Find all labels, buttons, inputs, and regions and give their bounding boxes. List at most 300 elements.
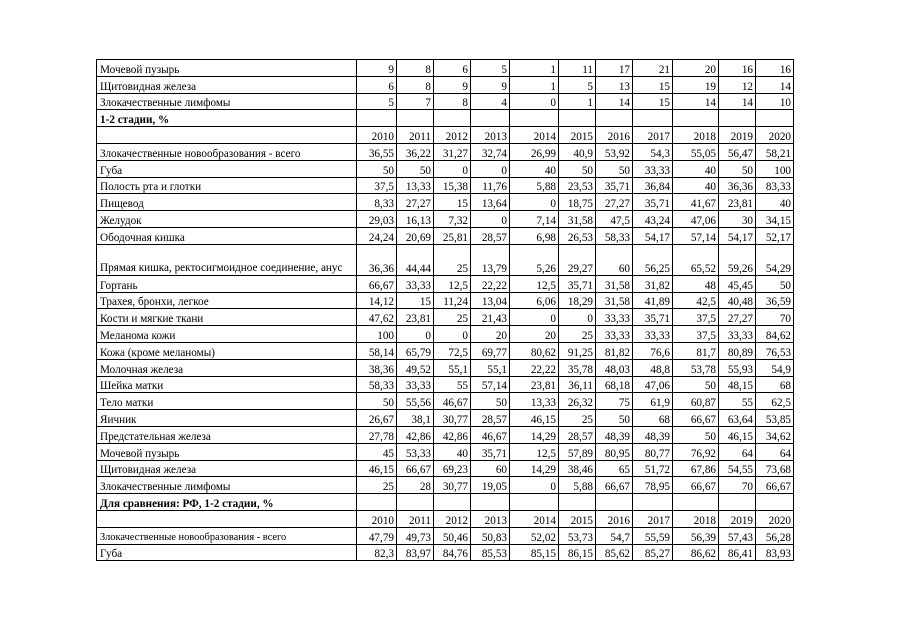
table-cell: 54,29 xyxy=(756,244,794,275)
row-label: Тело матки xyxy=(97,393,357,410)
table-cell: 15 xyxy=(633,93,673,110)
table-cell: 53,73 xyxy=(559,527,596,544)
empty-cell xyxy=(97,510,357,527)
table-cell: 48,8 xyxy=(633,359,673,376)
table-cell: 14 xyxy=(596,93,633,110)
table-cell: 19,05 xyxy=(471,477,510,494)
table-cell: 64 xyxy=(719,443,756,460)
table-cell: 5 xyxy=(559,76,596,93)
table-cell: 38,1 xyxy=(397,410,434,427)
table-cell: 68 xyxy=(633,410,673,427)
table-cell: 12 xyxy=(719,76,756,93)
year-header: 2013 xyxy=(471,510,510,527)
empty-cell xyxy=(357,110,397,127)
table-cell: 15,38 xyxy=(434,177,471,194)
table-cell: 25 xyxy=(559,410,596,427)
table-cell: 26,99 xyxy=(510,143,559,160)
table-cell: 35,71 xyxy=(596,177,633,194)
table-cell: 80,89 xyxy=(719,342,756,359)
table-cell: 48,03 xyxy=(596,359,633,376)
table-cell: 43,24 xyxy=(633,211,673,228)
table-cell: 37,5 xyxy=(357,177,397,194)
row-label: Губа xyxy=(97,544,357,561)
table-cell: 54,17 xyxy=(633,227,673,244)
row-label: Злокачественные лимфомы xyxy=(97,477,357,494)
table-cell: 28,57 xyxy=(471,410,510,427)
table-cell: 91,25 xyxy=(559,342,596,359)
table-cell: 60,87 xyxy=(673,393,719,410)
row-label: Молочная железа xyxy=(97,359,357,376)
table-cell: 7,32 xyxy=(434,211,471,228)
table-cell: 50 xyxy=(756,275,794,292)
table-cell: 55,05 xyxy=(673,143,719,160)
table-cell: 50 xyxy=(397,160,434,177)
table-cell: 50 xyxy=(719,160,756,177)
table-cell: 46,15 xyxy=(357,460,397,477)
row-label: Предстательная железа xyxy=(97,426,357,443)
table-cell: 31,27 xyxy=(434,143,471,160)
table-cell: 20 xyxy=(673,60,719,77)
row-label: Шейка матки xyxy=(97,376,357,393)
row-label: Желудок xyxy=(97,211,357,228)
table-cell: 53,33 xyxy=(397,443,434,460)
table-cell: 72,5 xyxy=(434,342,471,359)
row-label: Щитовидная железа xyxy=(97,76,357,93)
table-cell: 22,22 xyxy=(510,359,559,376)
table-cell: 56,47 xyxy=(719,143,756,160)
table-cell: 85,15 xyxy=(510,544,559,561)
table-cell: 38,36 xyxy=(357,359,397,376)
table-cell: 50 xyxy=(596,410,633,427)
table-row xyxy=(97,227,794,244)
table-cell: 46,67 xyxy=(471,426,510,443)
table-cell: 47,06 xyxy=(673,211,719,228)
table-row xyxy=(97,376,794,393)
table-cell: 9 xyxy=(434,76,471,93)
table-cell: 20,69 xyxy=(397,227,434,244)
table-cell: 65 xyxy=(596,460,633,477)
table-cell: 49,73 xyxy=(397,527,434,544)
table-cell: 50 xyxy=(673,426,719,443)
table-cell: 56,25 xyxy=(633,244,673,275)
table-cell: 29,03 xyxy=(357,211,397,228)
table-row xyxy=(97,342,794,359)
empty-cell xyxy=(559,494,596,511)
table-cell: 50 xyxy=(559,160,596,177)
table-cell: 1 xyxy=(510,76,559,93)
table-cell: 15 xyxy=(633,76,673,93)
table-cell: 59,26 xyxy=(719,244,756,275)
table-cell: 27,27 xyxy=(596,194,633,211)
empty-cell xyxy=(719,110,756,127)
table-row xyxy=(97,275,794,292)
table-cell: 11,24 xyxy=(434,292,471,309)
table-cell: 42,86 xyxy=(397,426,434,443)
year-header: 2019 xyxy=(719,127,756,144)
year-header: 2012 xyxy=(434,127,471,144)
table-cell: 66,67 xyxy=(673,477,719,494)
table-cell: 35,71 xyxy=(471,443,510,460)
row-label: Гортань xyxy=(97,275,357,292)
table-cell: 70 xyxy=(756,309,794,326)
table-cell: 0 xyxy=(510,309,559,326)
table-cell: 37,5 xyxy=(673,326,719,343)
table-cell: 69,77 xyxy=(471,342,510,359)
table-row xyxy=(97,393,794,410)
table-cell: 0 xyxy=(471,160,510,177)
table-cell: 10 xyxy=(756,93,794,110)
table-cell: 13,04 xyxy=(471,292,510,309)
table-cell: 66,67 xyxy=(673,410,719,427)
table-row xyxy=(97,143,794,160)
table-cell: 42,5 xyxy=(673,292,719,309)
year-header: 2010 xyxy=(357,510,397,527)
row-label: Мочевой пузырь xyxy=(97,443,357,460)
table-cell: 53,85 xyxy=(756,410,794,427)
year-header-row xyxy=(97,127,794,144)
row-label: Трахея, бронхи, легкое xyxy=(97,292,357,309)
row-label: Губа xyxy=(97,160,357,177)
table-cell: 5,88 xyxy=(510,177,559,194)
table-cell: 8 xyxy=(397,60,434,77)
table-cell: 34,62 xyxy=(756,426,794,443)
table-cell: 23,53 xyxy=(559,177,596,194)
table-cell: 62,5 xyxy=(756,393,794,410)
table-cell: 47,62 xyxy=(357,309,397,326)
year-header: 2016 xyxy=(596,127,633,144)
table-cell: 35,71 xyxy=(559,275,596,292)
table-cell: 6,98 xyxy=(510,227,559,244)
year-header: 2019 xyxy=(719,510,756,527)
row-label: Меланома кожи xyxy=(97,326,357,343)
table-cell: 24,24 xyxy=(357,227,397,244)
table-cell: 48,15 xyxy=(719,376,756,393)
table-cell: 83,97 xyxy=(397,544,434,561)
table-cell: 42,86 xyxy=(434,426,471,443)
table-cell: 12,5 xyxy=(510,443,559,460)
year-header: 2013 xyxy=(471,127,510,144)
table-cell: 50,46 xyxy=(434,527,471,544)
table-cell: 6,06 xyxy=(510,292,559,309)
table-cell: 25,81 xyxy=(434,227,471,244)
table-cell: 57,14 xyxy=(673,227,719,244)
table-cell: 26,32 xyxy=(559,393,596,410)
table-cell: 37,5 xyxy=(673,309,719,326)
table-cell: 8,33 xyxy=(357,194,397,211)
table-cell: 9 xyxy=(471,76,510,93)
year-header: 2020 xyxy=(756,127,794,144)
table-cell: 61,9 xyxy=(633,393,673,410)
table-cell: 0 xyxy=(434,160,471,177)
table-cell: 16 xyxy=(756,60,794,77)
table-cell: 50 xyxy=(673,376,719,393)
table-cell: 0 xyxy=(434,326,471,343)
table-cell: 35,71 xyxy=(633,194,673,211)
table-cell: 31,58 xyxy=(559,211,596,228)
table-cell: 46,67 xyxy=(434,393,471,410)
row-label: Яичник xyxy=(97,410,357,427)
table-cell: 32,74 xyxy=(471,143,510,160)
empty-cell xyxy=(633,494,673,511)
table-row xyxy=(97,426,794,443)
table-cell: 36,84 xyxy=(633,177,673,194)
table-cell: 18,29 xyxy=(559,292,596,309)
year-header: 2015 xyxy=(559,127,596,144)
table-cell: 13 xyxy=(596,76,633,93)
table-cell: 76,92 xyxy=(673,443,719,460)
table-cell: 84,76 xyxy=(434,544,471,561)
table-row xyxy=(97,443,794,460)
table-cell: 54,9 xyxy=(756,359,794,376)
table-cell: 83,93 xyxy=(756,544,794,561)
empty-cell xyxy=(397,494,434,511)
row-label: Злокачественные лимфомы xyxy=(97,93,357,110)
table-cell: 86,62 xyxy=(673,544,719,561)
table-cell: 55,56 xyxy=(397,393,434,410)
table-cell: 22,22 xyxy=(471,275,510,292)
table-cell: 85,53 xyxy=(471,544,510,561)
table-cell: 0 xyxy=(397,326,434,343)
table-cell: 4 xyxy=(471,93,510,110)
empty-cell xyxy=(434,494,471,511)
table-cell: 55 xyxy=(719,393,756,410)
table-cell: 14 xyxy=(756,76,794,93)
table-cell: 47,79 xyxy=(357,527,397,544)
table-cell: 55 xyxy=(434,376,471,393)
table-cell: 86,15 xyxy=(559,544,596,561)
table-cell: 66,67 xyxy=(397,460,434,477)
table-cell: 14,12 xyxy=(357,292,397,309)
table-cell: 36,36 xyxy=(357,244,397,275)
empty-cell xyxy=(510,494,559,511)
table-cell: 25 xyxy=(434,244,471,275)
table-cell: 34,15 xyxy=(756,211,794,228)
table-cell: 54,55 xyxy=(719,460,756,477)
table-cell: 35,71 xyxy=(633,309,673,326)
table-cell: 67,86 xyxy=(673,460,719,477)
row-label: Щитовидная железа xyxy=(97,460,357,477)
table-cell: 5,88 xyxy=(559,477,596,494)
table-cell: 57,89 xyxy=(559,443,596,460)
table-cell: 40 xyxy=(510,160,559,177)
table-cell: 29,27 xyxy=(559,244,596,275)
table-cell: 40 xyxy=(673,177,719,194)
table-cell: 33,33 xyxy=(397,275,434,292)
table-cell: 56,28 xyxy=(756,527,794,544)
table-cell: 33,33 xyxy=(633,160,673,177)
empty-cell xyxy=(596,494,633,511)
table-cell: 30 xyxy=(719,211,756,228)
table-cell: 76,6 xyxy=(633,342,673,359)
table-cell: 23,81 xyxy=(397,309,434,326)
table-cell: 18,75 xyxy=(559,194,596,211)
table-cell: 27,27 xyxy=(719,309,756,326)
year-header: 2015 xyxy=(559,510,596,527)
table-cell: 33,33 xyxy=(719,326,756,343)
table-cell: 49,52 xyxy=(397,359,434,376)
table-cell: 85,27 xyxy=(633,544,673,561)
table-cell: 50 xyxy=(357,160,397,177)
statistics-table xyxy=(96,59,794,561)
empty-cell xyxy=(673,494,719,511)
table-cell: 51,72 xyxy=(633,460,673,477)
table-cell: 38,46 xyxy=(559,460,596,477)
table-cell: 19 xyxy=(673,76,719,93)
table-cell: 100 xyxy=(756,160,794,177)
empty-cell xyxy=(633,110,673,127)
table-row xyxy=(97,194,794,211)
table-cell: 70 xyxy=(719,477,756,494)
table-cell: 33,33 xyxy=(596,326,633,343)
table-cell: 1 xyxy=(510,60,559,77)
table-cell: 31,82 xyxy=(633,275,673,292)
table-cell: 28,57 xyxy=(559,426,596,443)
table-cell: 36,36 xyxy=(719,177,756,194)
empty-cell xyxy=(471,494,510,511)
section-title-row xyxy=(97,494,794,511)
table-cell: 25 xyxy=(357,477,397,494)
table-cell: 20 xyxy=(471,326,510,343)
table-cell: 20 xyxy=(510,326,559,343)
table-cell: 5 xyxy=(357,93,397,110)
table-cell: 0 xyxy=(510,477,559,494)
row-label: Прямая кишка, ректосигмоидное соединение, анус xyxy=(97,244,357,275)
table-row xyxy=(97,244,794,275)
table-cell: 86,41 xyxy=(719,544,756,561)
table-cell: 26,67 xyxy=(357,410,397,427)
table-cell: 36,22 xyxy=(397,143,434,160)
table-cell: 68,18 xyxy=(596,376,633,393)
table-cell: 76,53 xyxy=(756,342,794,359)
table-row xyxy=(97,410,794,427)
table-row xyxy=(97,460,794,477)
table-cell: 52,02 xyxy=(510,527,559,544)
table-cell: 33,33 xyxy=(633,326,673,343)
table-cell: 23,81 xyxy=(510,376,559,393)
table-row xyxy=(97,292,794,309)
table-cell: 27,78 xyxy=(357,426,397,443)
table-cell: 60 xyxy=(471,460,510,477)
table-cell: 54,17 xyxy=(719,227,756,244)
table-cell: 6 xyxy=(434,60,471,77)
year-header: 2010 xyxy=(357,127,397,144)
table-cell: 47,06 xyxy=(633,376,673,393)
table-cell: 55,1 xyxy=(434,359,471,376)
table-cell: 50 xyxy=(357,393,397,410)
empty-cell xyxy=(756,494,794,511)
table-cell: 69,23 xyxy=(434,460,471,477)
year-header: 2014 xyxy=(510,510,559,527)
table-cell: 30,77 xyxy=(434,410,471,427)
table-cell: 7 xyxy=(397,93,434,110)
table-body xyxy=(97,60,794,561)
table-cell: 40 xyxy=(673,160,719,177)
table-cell: 48,39 xyxy=(633,426,673,443)
year-header: 2014 xyxy=(510,127,559,144)
table-cell: 65,79 xyxy=(397,342,434,359)
table-cell: 58,21 xyxy=(756,143,794,160)
table-cell: 58,33 xyxy=(596,227,633,244)
table-cell: 50,83 xyxy=(471,527,510,544)
table-cell: 12,5 xyxy=(510,275,559,292)
section-title-row xyxy=(97,110,794,127)
table-cell: 53,92 xyxy=(596,143,633,160)
section-title: 1-2 стадии, % xyxy=(97,110,357,127)
table-cell: 47,5 xyxy=(596,211,633,228)
table-cell: 8 xyxy=(434,93,471,110)
table-cell: 58,33 xyxy=(357,376,397,393)
table-cell: 57,14 xyxy=(471,376,510,393)
table-row xyxy=(97,359,794,376)
table-cell: 83,33 xyxy=(756,177,794,194)
table-cell: 80,77 xyxy=(633,443,673,460)
table-cell: 28,57 xyxy=(471,227,510,244)
row-label: Злокачественные новообразования - всего xyxy=(97,143,357,160)
table-cell: 9 xyxy=(357,60,397,77)
table-cell: 27,27 xyxy=(397,194,434,211)
empty-cell xyxy=(397,110,434,127)
table-cell: 16 xyxy=(719,60,756,77)
table-cell: 54,3 xyxy=(633,143,673,160)
table-row xyxy=(97,544,794,561)
row-label: Полость рта и глотки xyxy=(97,177,357,194)
table-cell: 0 xyxy=(471,211,510,228)
year-header: 2020 xyxy=(756,510,794,527)
empty-cell xyxy=(471,110,510,127)
table-cell: 26,53 xyxy=(559,227,596,244)
table-cell: 80,62 xyxy=(510,342,559,359)
table-cell: 36,11 xyxy=(559,376,596,393)
table-cell: 14,29 xyxy=(510,426,559,443)
table-cell: 55,59 xyxy=(633,527,673,544)
table-cell: 16,13 xyxy=(397,211,434,228)
table-cell: 85,62 xyxy=(596,544,633,561)
table-cell: 55,1 xyxy=(471,359,510,376)
table-cell: 13,79 xyxy=(471,244,510,275)
table-row xyxy=(97,177,794,194)
year-header-row xyxy=(97,510,794,527)
table-cell: 21 xyxy=(633,60,673,77)
table-cell: 0 xyxy=(559,309,596,326)
table-cell: 100 xyxy=(357,326,397,343)
table-cell: 7,14 xyxy=(510,211,559,228)
year-header: 2012 xyxy=(434,510,471,527)
table-cell: 30,77 xyxy=(434,477,471,494)
table-row xyxy=(97,93,794,110)
table-cell: 52,17 xyxy=(756,227,794,244)
table-cell: 66,67 xyxy=(357,275,397,292)
table-cell: 13,33 xyxy=(397,177,434,194)
table-row xyxy=(97,527,794,544)
section-title: Для сравнения: РФ, 1-2 стадии, % xyxy=(97,494,357,511)
table-cell: 12,5 xyxy=(434,275,471,292)
row-label: Кожа (кроме меланомы) xyxy=(97,342,357,359)
table-cell: 82,3 xyxy=(357,544,397,561)
table-cell: 50 xyxy=(471,393,510,410)
table-cell: 63,64 xyxy=(719,410,756,427)
table-cell: 40 xyxy=(756,194,794,211)
table-cell: 78,95 xyxy=(633,477,673,494)
year-header: 2011 xyxy=(397,510,434,527)
year-header: 2017 xyxy=(633,127,673,144)
table-cell: 81,7 xyxy=(673,342,719,359)
table-cell: 60 xyxy=(596,244,633,275)
row-label: Злокачественные новообразования - всего xyxy=(97,527,357,544)
table-cell: 48,39 xyxy=(596,426,633,443)
table-cell: 33,33 xyxy=(596,309,633,326)
table-cell: 31,58 xyxy=(596,292,633,309)
table-cell: 15 xyxy=(434,194,471,211)
